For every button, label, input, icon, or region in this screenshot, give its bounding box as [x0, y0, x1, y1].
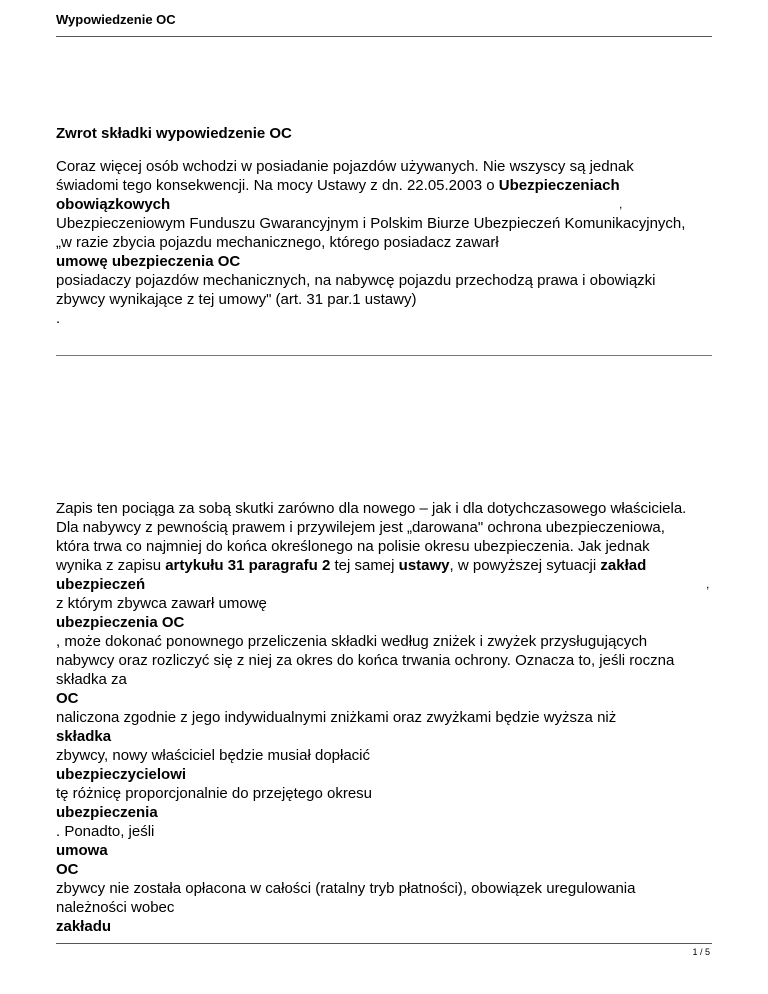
p2-line-8: , może dokonać ponownego przeliczenia składki według zniżek i zwyżek przysługujących: [56, 633, 648, 650]
p1-line-9: .: [56, 310, 61, 327]
p2-bold-ustawy: ustawy: [398, 557, 450, 574]
p2-line-4-text-e: , w powyższej sytuacji: [449, 557, 601, 574]
p2-line-10: składka za: [56, 671, 127, 688]
p2-bold-zaklad: zakład: [600, 557, 647, 574]
paragraph-2: [56, 499, 716, 936]
p2-stray-comma: ,: [706, 577, 710, 591]
page-number: 1 / 5: [692, 947, 710, 957]
p2-line-12: naliczona zgodnie z jego indywidualnymi zniżkami oraz zwyżkami będzie wyższa niż: [56, 709, 617, 726]
p2-line-1: Zapis ten pociąga za sobą skutki zarówno dla nowego – jak i dla dotychczasowego właściciela.: [56, 500, 687, 517]
p1-line-8: zbywcy wynikające z tej umowy" (art. 31 par.1 ustawy): [56, 291, 417, 308]
p2-line-19-bold: umowa: [56, 842, 108, 859]
article-title: Zwrot składki wypowiedzenie OC: [56, 125, 292, 142]
p1-bold-ubezpieczeniach: Ubezpieczeniach: [498, 177, 620, 194]
p1-line-2: [56, 176, 716, 195]
p2-line-18: . Ponadto, jeśli: [56, 823, 155, 840]
p2-line-5-bold: ubezpieczeń: [56, 576, 146, 593]
p2-line-21: zbywcy nie została opłacona w całości (ratalny tryb płatności), obowiązek uregulowania: [56, 880, 636, 897]
p2-line-3: która trwa co najmniej do końca określonego na polisie okresu ubezpieczenia. Jak jednak: [56, 538, 650, 555]
p2-line-11-bold: OC: [56, 690, 79, 707]
p2-bold-artykul: artykułu 31 paragrafu 2: [165, 557, 331, 574]
footer-divider: [56, 943, 712, 944]
p1-line-4: Ubezpieczeniowym Funduszu Gwarancyjnym i Polskim Biurze Ubezpieczeń Komunikacyjnych,: [56, 215, 686, 232]
p2-line-20-bold: OC: [56, 861, 79, 878]
header-divider: [56, 36, 712, 37]
document-header-title: Wypowiedzenie OC: [56, 12, 176, 27]
p2-line-14: zbywcy, nowy właściciel będzie musiał dopłacić: [56, 747, 371, 764]
p2-line-16: tę różnicę proporcjonalnie do przejętego okresu: [56, 785, 373, 802]
p1-line-1: Coraz więcej osób wchodzi w posiadanie pojazdów używanych. Nie wszyscy są jednak: [56, 158, 634, 175]
p2-line-23-bold: zakładu: [56, 918, 112, 935]
p2-line-4: [56, 556, 716, 575]
p2-line-9: nabywcy oraz rozliczyć się z niej za okres do końca trwania ochrony. Oznacza to, jeśli roczna: [56, 652, 675, 669]
p2-line-15-bold: ubezpieczycielowi: [56, 766, 187, 783]
p1-line-3-bold: obowiązkowych: [56, 196, 171, 213]
p1-line-7: posiadaczy pojazdów mechanicznych, na nabywcę pojazdu przechodzą prawa i obowiązki: [56, 272, 656, 289]
p2-line-6: z którym zbywca zawarł umowę: [56, 595, 267, 612]
p1-line-2-text: świadomi tego konsekwencji. Na mocy Ustawy z dn. 22.05.2003 o: [56, 177, 499, 194]
paragraph-1: [56, 157, 716, 328]
p2-line-4-text-c: tej samej: [330, 557, 399, 574]
p2-line-13-bold: składka: [56, 728, 112, 745]
p1-line-5: „w razie zbycia pojazdu mechanicznego, którego posiadacz zawarł: [56, 234, 499, 251]
p1-stray-comma: ,: [619, 197, 623, 211]
p1-line-6-bold: umowę ubezpieczenia OC: [56, 253, 241, 270]
p2-line-22: należności wobec: [56, 899, 175, 916]
p2-line-2: Dla nabywcy z pewnością prawem i przywilejem jest „darowana" ochrona ubezpieczeniowa,: [56, 519, 665, 536]
p2-line-17-bold: ubezpieczenia: [56, 804, 158, 821]
section-divider: [56, 355, 712, 356]
p2-line-7-bold: ubezpieczenia OC: [56, 614, 185, 631]
p2-line-4-text-a: wynika z zapisu: [56, 557, 166, 574]
